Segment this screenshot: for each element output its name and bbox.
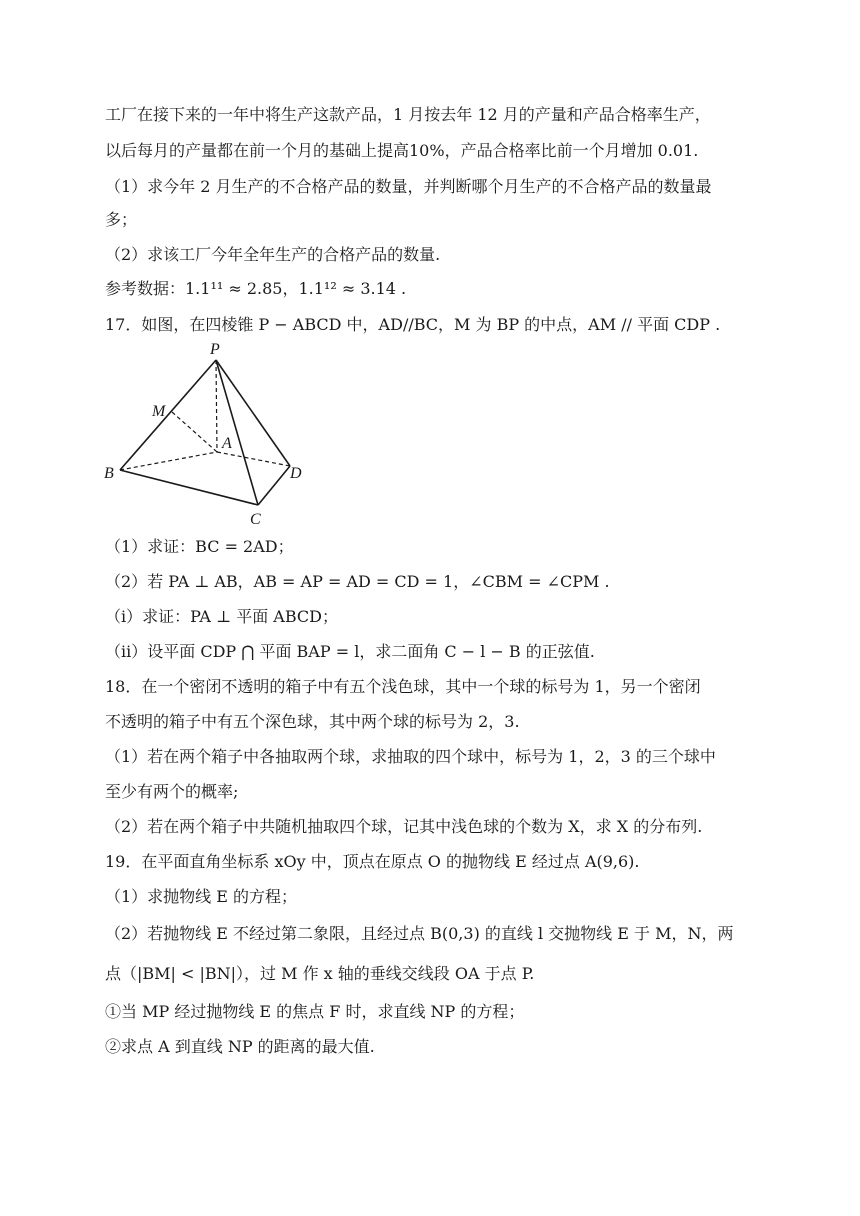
question-17-part-2: （2）若 PA ⊥ AB，AB = AP = AD = CD = 1，∠CBM = ∠CPM . (105, 572, 610, 591)
question-18-stem-1: 18．在一个密闭不透明的箱子中有五个浅色球，其中一个球的标号为 1，另一个密闭 (105, 677, 701, 696)
question-19-part-2b: 点（|BM| < |BN|），过 M 作 x 轴的垂线交线段 OA 于点 P. (105, 964, 535, 983)
question-19-part-2a: （2）若抛物线 E 不经过第二象限，且经过点 B(0,3) 的直线 l 交抛物线 E 于 M，N，两 (105, 924, 734, 943)
question-19-stem: 19．在平面直角坐标系 xOy 中，顶点在原点 O 的抛物线 E 经过点 A(9,6). (105, 852, 640, 871)
question-17-part-2-i: （i）求证：PA ⊥ 平面 ABCD； (105, 607, 338, 626)
edge-pc (216, 360, 258, 505)
question-19-part-1: （1）求抛物线 E 的方程； (105, 887, 298, 906)
text-line-1: 工厂在接下来的一年中将生产这款产品，1 月按去年 12 月的产量和产品合格率生产， (105, 105, 711, 124)
reference-data-line: 参考数据：1.1¹¹ ≈ 2.85，1.1¹² ≈ 3.14 . (105, 279, 407, 298)
text-line-2: 以后每月的产量都在前一个月的基础上提高10%，产品合格率比前一个月增加 0.01. (105, 141, 699, 160)
label-a: A (222, 435, 232, 452)
question-17-stem: 17．如图，在四棱锥 P − ABCD 中，AD//BC，M 为 BP 的中点，AM // 平面 CDP . (105, 315, 721, 334)
pyramid-figure (100, 340, 320, 530)
text-line-5: （2）求该工厂今年全年生产的合格产品的数量. (105, 245, 441, 264)
text-line-3: （1）求今年 2 月生产的不合格产品的数量，并判断哪个月生产的不合格产品的数量最 (105, 177, 712, 196)
edge-cd (258, 466, 290, 505)
question-18-part-1b: 至少有两个的概率; (105, 782, 239, 801)
question-17-part-2-ii: （ii）设平面 CDP ⋂ 平面 BAP = l，求二面角 C − l − B 的正弦值. (105, 642, 595, 661)
pyramid-diagram (100, 340, 320, 530)
label-c: C (250, 511, 261, 528)
edge-ad (217, 452, 290, 466)
label-p: P (210, 341, 220, 358)
edge-bc (120, 470, 258, 505)
edge-am (172, 412, 217, 452)
question-18-part-1a: （1）若在两个箱子中各抽取两个球，求抽取的四个球中，标号为 1，2，3 的三个球中 (105, 747, 716, 766)
question-17-part-1: （1）求证：BC = 2AD； (105, 537, 294, 556)
question-18-stem-2: 不透明的箱子中有五个深色球，其中两个球的标号为 2，3. (105, 712, 520, 731)
edge-pb (120, 360, 216, 470)
question-19-part-2-2: ②求点 A 到直线 NP 的距离的最大值. (105, 1037, 375, 1056)
question-18-part-2: （2）若在两个箱子中共随机抽取四个球，记其中浅色球的个数为 X，求 X 的分布列. (105, 817, 703, 836)
question-19-part-2-1: ①当 MP 经过抛物线 E 的焦点 F 时，求直线 NP 的方程； (105, 1002, 525, 1021)
label-b: B (104, 465, 114, 482)
label-d: D (290, 465, 302, 482)
edge-pa (216, 360, 217, 452)
edge-ba (120, 452, 217, 470)
text-line-4: 多； (105, 210, 138, 229)
label-m: M (152, 403, 166, 420)
